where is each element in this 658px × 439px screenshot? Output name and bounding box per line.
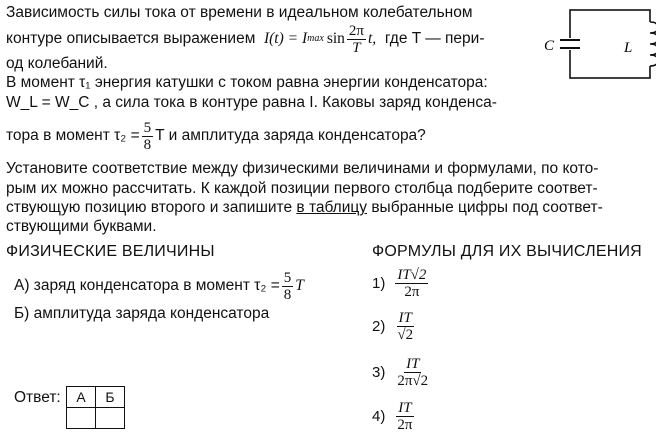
- item-b: Б) амплитуда заряда конденсатора: [14, 305, 270, 322]
- formula-4: 4) $\frac{IT}{2\pi}$: [372, 399, 413, 433]
- instructions-line-1: Установите соответствие между физическими величинами и формулами, по кото-: [6, 160, 599, 177]
- frac-2pi-over-T: $\frac{2\pi}{T}$: [348, 22, 364, 56]
- answer-cell-b[interactable]: [96, 408, 125, 429]
- formula-3: 3) $\frac{IT}{2\pi√2}$: [372, 355, 429, 389]
- instructions-line-4: ствующими буквами.: [6, 218, 157, 235]
- capacitor-label: C: [544, 38, 555, 54]
- instructions-line-2: рым их можно рассчитать. К каждой позиции первого столбца подберите соответ-: [6, 180, 598, 197]
- left-column-heading: ФИЗИЧЕСКИЕ ВЕЛИЧИНЫ: [6, 243, 215, 260]
- problem-line-1: Зависимость силы тока от времени в идеальном колебательном: [6, 4, 473, 21]
- item-a: А) заряд конденсатора в момент τ₂ = $\frac{5}{8}$ T: [14, 269, 304, 303]
- frac-5-over-8: $\frac{5}{8}$: [143, 119, 152, 153]
- item-a-frac: $\frac{5}{8}$: [283, 269, 292, 303]
- table-link: в таблицу: [296, 199, 368, 216]
- right-column-heading: ФОРМУЛЫ ДЛЯ ИХ ВЫЧИСЛЕНИЯ: [372, 243, 642, 260]
- problem-line-4: В момент τ₁ энергия катушки с током равна энергии конденсатора:: [6, 74, 488, 91]
- problem-line-2: контуре описывается выражением I(t) = I max sin $\frac{2\pi}{T}$ t, где T — пери-: [6, 22, 485, 56]
- answer-header-b: Б: [96, 387, 125, 408]
- answer-cell-a[interactable]: [67, 408, 96, 429]
- problem-line-5: W_L = W_C , а сила тока в контуре равна I. Каковы заряд конденса-: [6, 94, 497, 111]
- lc-circuit-diagram: [540, 2, 656, 86]
- formula-1: 1) $\frac{IT√2}{2\pi}$: [372, 266, 427, 300]
- problem-line-3: од колебаний.: [6, 55, 108, 72]
- problem-line-6: тора в момент τ₂ = $\frac{5}{8}$ T и амплитуда заряда конденсатора?: [6, 119, 426, 153]
- inductor-label: L: [624, 40, 633, 56]
- answer-table: [66, 386, 125, 429]
- answer-label: Ответ:: [14, 389, 61, 406]
- formula-2: 2) $\frac{IT}{√2}$: [372, 309, 414, 343]
- answer-header-a: А: [67, 387, 96, 408]
- circuit-wire-frame: [570, 10, 650, 78]
- instructions-line-3: ствующую позицию второго и запишите в таблицу выбранные цифры под соответ-: [6, 199, 603, 216]
